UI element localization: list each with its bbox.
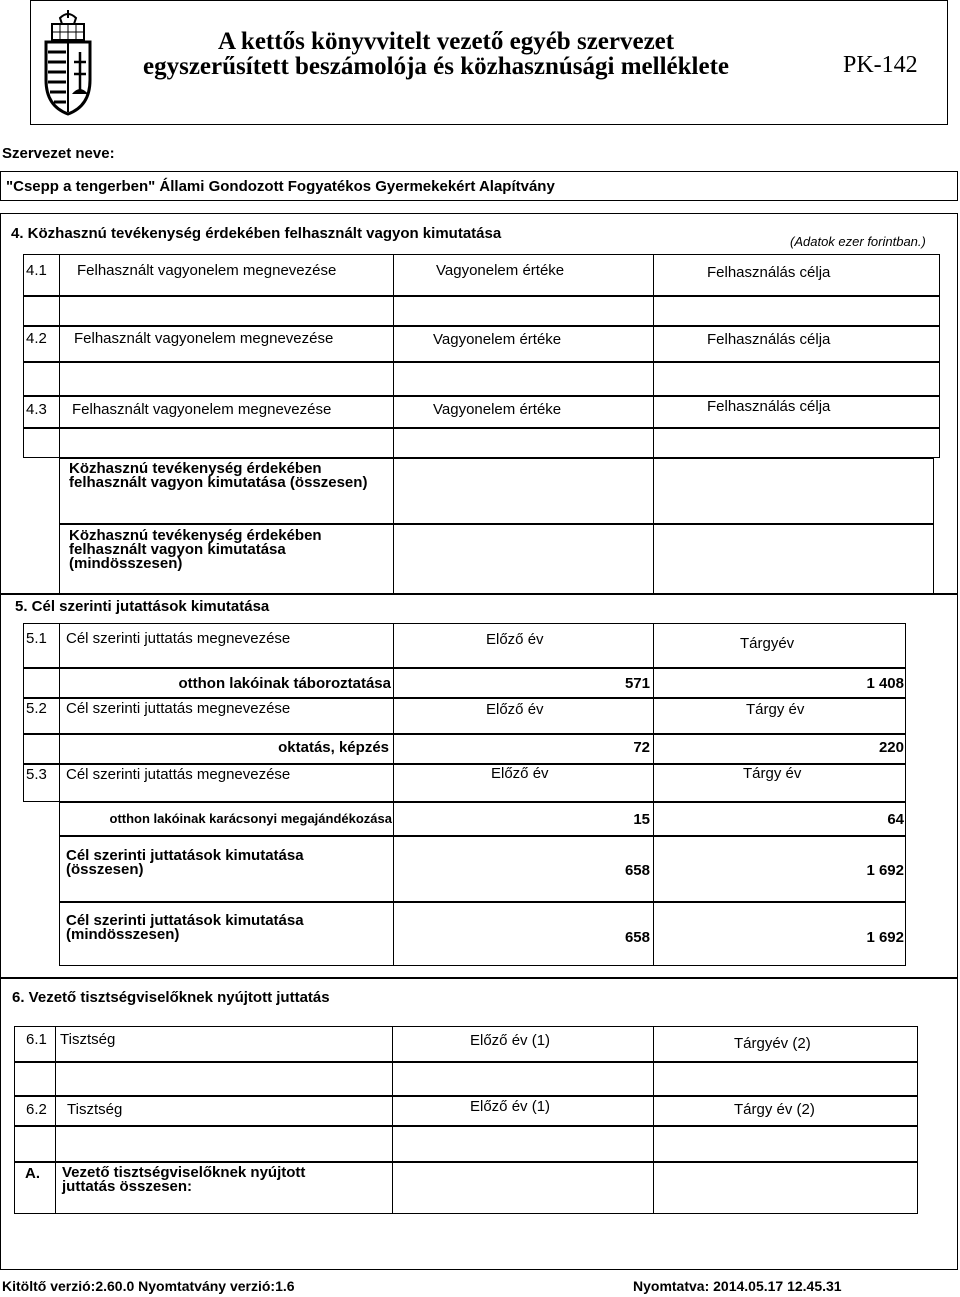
- organization-label: Szervezet neve:: [2, 145, 115, 162]
- row-4-1-col-value: Vagyonelem értéke: [436, 262, 565, 279]
- row-5-2-col-prev: Előző év: [486, 701, 544, 718]
- section5-grand-total-curr: 1 692: [866, 929, 904, 946]
- row-4-2-number: 4.2: [26, 330, 47, 347]
- row-5-1-value-curr: 1 408: [866, 675, 904, 692]
- row-6-2-col-prev: Előző év (1): [470, 1098, 551, 1115]
- row-5-2-value-curr: 220: [878, 739, 904, 756]
- row-5-1-col-name: Cél szerinti juttatás megnevezése: [66, 630, 291, 647]
- row-5-3-col-name: Cél szerinti jutattás megnevezése: [66, 766, 291, 783]
- section5-total-curr: 1 692: [866, 862, 904, 879]
- section5-total-label: Cél szerinti juttatások kimutatása (összesen): [66, 847, 304, 878]
- row-5-3-number: 5.3: [26, 766, 47, 783]
- section6-title: 6. Vezető tisztségviselőknek nyújtott juttatás: [12, 989, 330, 1006]
- row-4-2-col-purpose: Felhasználás célja: [707, 331, 831, 348]
- row-5-1-value-prev: 571: [624, 675, 650, 692]
- row-6-1-col-name: Tisztség: [60, 1031, 116, 1048]
- section6-total-label: Vezető tisztségviselőknek nyújtott juttatás összesen:: [62, 1164, 306, 1195]
- section4-grand-total-label: Közhasznú tevékenység érdekében felhasznált vagyon kimutatása (mindösszesen): [69, 527, 322, 572]
- row-5-2-number: 5.2: [26, 700, 47, 717]
- section5-grand-total-prev: 658: [624, 929, 650, 946]
- row-6-1-entry[interactable]: [14, 1062, 918, 1096]
- row-6-1-col-prev: Előző év (1): [470, 1032, 551, 1049]
- row-6-2-entry[interactable]: [14, 1126, 918, 1162]
- unit-note: (Adatok ezer forintban.): [790, 234, 926, 249]
- section4-title: 4. Közhasznú tevékenység érdekében felhasznált vagyon kimutatása: [11, 225, 502, 242]
- row-4-3-entry[interactable]: [23, 428, 940, 458]
- row-4-2-col-value: Vagyonelem értéke: [433, 331, 562, 348]
- row-5-2-value-name: oktatás, képzés: [278, 739, 389, 756]
- section5-grand-total-label: Cél szerinti juttatások kimutatása (mindösszesen): [66, 912, 304, 943]
- row-4-2-entry[interactable]: [23, 362, 940, 396]
- row-4-3-col-purpose: Felhasználás célja: [707, 398, 831, 415]
- form-title-line1: A kettős könyvvitelt vezető egyéb szervezet: [218, 28, 675, 55]
- row-4-1-col-purpose: Felhasználás célja: [707, 264, 831, 281]
- row-4-3-col-value: Vagyonelem értéke: [433, 401, 562, 418]
- row-6-2-col-curr: Tárgy év (2): [734, 1101, 815, 1118]
- organization-name: "Csepp a tengerben" Állami Gondozott Fogyatékos Gyermekekért Alapítvány: [6, 178, 555, 195]
- row-5-1-number: 5.1: [26, 630, 47, 647]
- section6-total-number: A.: [25, 1165, 40, 1182]
- row-5-1-value-name: otthon lakóinak táboroztatása: [178, 675, 391, 692]
- section5-total-prev: 658: [624, 862, 650, 879]
- hungarian-coat-of-arms-icon: [38, 10, 98, 118]
- row-5-2-col-name: Cél szerinti juttatás megnevezése: [66, 700, 291, 717]
- row-5-1-col-curr: Tárgyév: [740, 635, 795, 652]
- row-5-3-value-prev: 15: [633, 811, 650, 828]
- row-4-1-number: 4.1: [26, 262, 47, 279]
- row-5-2-col-curr: Tárgy év: [746, 701, 805, 718]
- row-5-3-col-curr: Tárgy év: [743, 765, 802, 782]
- footer-version: Kitöltő verzió:2.60.0 Nyomtatvány verzió:1.6: [2, 1278, 295, 1294]
- row-5-3-value-name: otthon lakóinak karácsonyi megajándékozása: [109, 811, 392, 826]
- row-4-1-col-name: Felhasznált vagyonelem megnevezése: [77, 262, 337, 279]
- row-6-2-col-name: Tisztség: [67, 1101, 123, 1118]
- form-code: PK-142: [843, 52, 918, 78]
- row-4-2-col-name: Felhasznált vagyonelem megnevezése: [74, 330, 334, 347]
- row-4-3-col-name: Felhasznált vagyonelem megnevezése: [72, 401, 332, 418]
- row-6-1-number: 6.1: [26, 1031, 47, 1048]
- row-5-3-value-curr: 64: [887, 811, 904, 828]
- row-6-1-col-curr: Tárgyév (2): [734, 1035, 811, 1052]
- row-4-1-entry[interactable]: [23, 296, 940, 326]
- row-5-2-value-prev: 72: [633, 739, 650, 756]
- section4-total-label: Közhasznú tevékenység érdekében felhasznált vagyon kimutatása (összesen): [69, 460, 368, 491]
- row-4-3-number: 4.3: [26, 401, 47, 418]
- row-5-1-col-prev: Előző év: [486, 631, 544, 648]
- row-5-3-col-prev: Előző év: [491, 765, 549, 782]
- section5-title: 5. Cél szerinti jutattások kimutatása: [15, 598, 270, 615]
- row-6-2-number: 6.2: [26, 1101, 47, 1118]
- footer-printed: Nyomtatva: 2014.05.17 12.45.31: [633, 1278, 842, 1294]
- form-title-line2: egyszerűsített beszámolója és közhasznúsági melléklete: [143, 53, 729, 80]
